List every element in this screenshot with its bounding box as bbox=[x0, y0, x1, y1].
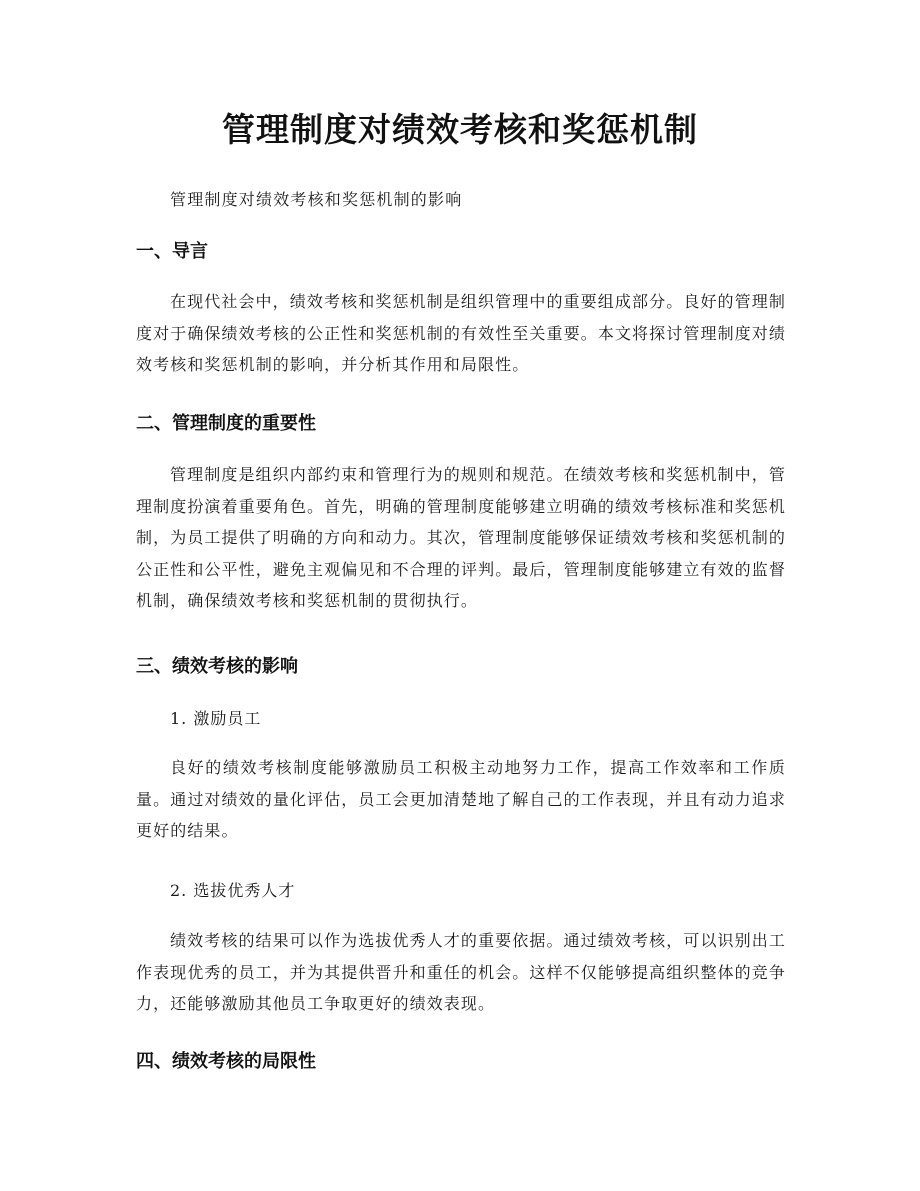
document-title: 管理制度对绩效考核和奖惩机制 bbox=[222, 110, 698, 149]
subitem-paragraph-motivate: 良好的绩效考核制度能够激励员工积极主动地努力工作，提高工作效率和工作质量。通过对绩效的量化评估，员工会更加清楚地了解自己的工作表现，并且有动力追求更好的结果。 bbox=[136, 758, 786, 840]
section-heading-importance: 二、管理制度的重要性 bbox=[136, 413, 316, 434]
section-heading-intro: 一、导言 bbox=[136, 241, 208, 262]
section-paragraph-importance: 管理制度是组织内部约束和管理行为的规则和规范。在绩效考核和奖惩机制中，管理制度扮演着重要角色。首先，明确的管理制度能够建立明确的绩效考核标准和奖惩机制，为员工提供了明确的方向和动力。其次，管理制度能够保证绩效考核和奖惩机制的公正性和公平性，避免主观偏见和不合理的评判。最后，管理制度能够建立有效的监督机制，确保绩效考核和奖惩机制的贯彻执行。 bbox=[136, 465, 786, 610]
subitem-label-select-talent: 2. 选拔优秀人才 bbox=[170, 881, 296, 900]
document-subtitle: 管理制度对绩效考核和奖惩机制的影响 bbox=[170, 190, 463, 209]
subitem-paragraph-select-talent: 绩效考核的结果可以作为选拔优秀人才的重要依据。通过绩效考核，可以识别出工作表现优秀的员工，并为其提供晋升和重任的机会。这样不仅能够提高组织整体的竞争力，还能够激励其他员工争取更好的绩效表现。 bbox=[136, 931, 786, 1013]
subitem-label-motivate: 1. 激励员工 bbox=[170, 709, 262, 728]
section-heading-impact: 三、绩效考核的影响 bbox=[136, 656, 298, 677]
section-paragraph-intro: 在现代社会中，绩效考核和奖惩机制是组织管理中的重要组成部分。良好的管理制度对于确保绩效考核的公正性和奖惩机制的有效性至关重要。本文将探讨管理制度对绩效考核和奖惩机制的影响，并分析其作用和局限性。 bbox=[136, 292, 786, 374]
section-heading-limitations: 四、绩效考核的局限性 bbox=[136, 1051, 316, 1072]
